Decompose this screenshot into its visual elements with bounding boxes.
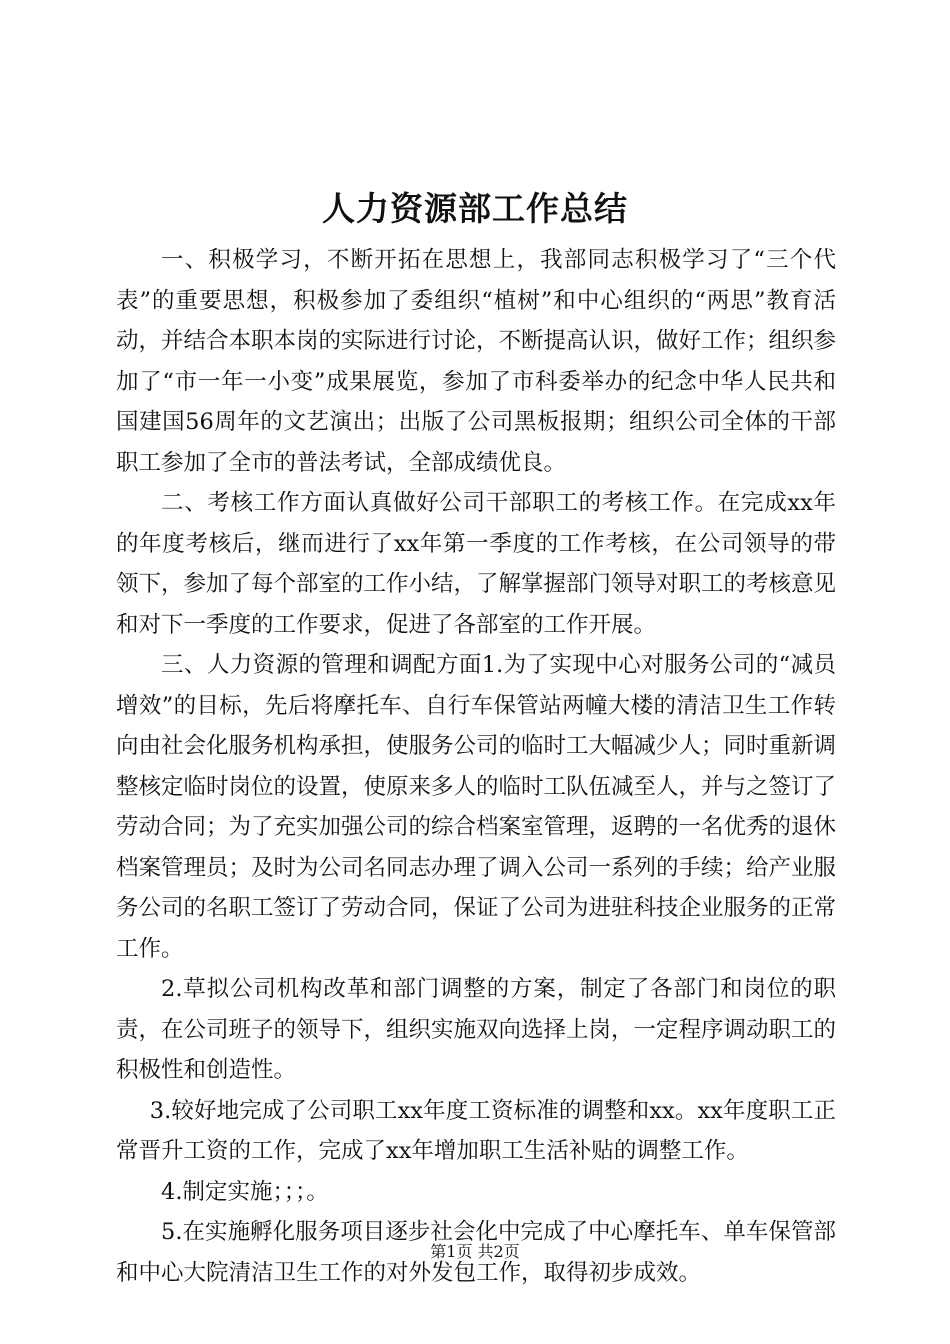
paragraph-6: 4.制定实施；；；。 <box>161 1178 329 1205</box>
page-number-footer: 第1页 共2页 <box>430 1242 520 1261</box>
paragraph-7: 5.在实施孵化服务项目逐步社会化中完成了中心摩托车、单车保管部和中心大院清洁卫生工作的对外发包工作，取得初步成效。 <box>116 1219 836 1286</box>
paragraph-2: 二、考核工作方面认真做好公司干部职工的考核工作。在完成xx年的年度考核后，继而进行了xx年第一季度的工作考核，在公司领导的带领下，参加了每个部室的工作小结，了解掌握部门领导对职工的考核意见和对下一季度的工作要求，促进了各部室的工作开展。 <box>116 490 837 638</box>
paragraph-5: 3.较好地完成了公司职工xx年度工资标准的调整和xx。xx年度职工正常晋升工资的工作，完成了xx年增加职工生活补贴的调整工作。 <box>116 1097 836 1164</box>
paragraph-4: 2.草拟公司机构改革和部门调整的方案，制定了各部门和岗位的职责，在公司班子的领导下，组织实施双向选择上岗，一定程序调动职工的积极性和创造性。 <box>116 976 837 1083</box>
document-body <box>116 240 836 1293</box>
document-title: 人力资源部工作总结 <box>322 189 628 228</box>
paragraph-3: 三、人力资源的管理和调配方面1.为了实现中心对服务公司的“减员增效”的目标，先后将摩托车、自行车保管站两幢大楼的清洁卫生工作转向由社会化服务机构承担，使服务公司的临时工大幅减少人；同时重新调整核定临时岗位的设置，使原来多人的临时工队伍减至人，并与之签订了劳动合同；为了充实加强公司的综合档案室管理，返聘的一名优秀的退休档案管理员；及时为公司名同志办理了调入公司一系列的手续；给产业服务公司的名职工签订了劳动合同，保证了公司为进驻科技企业服务的正常工作。 <box>116 652 837 962</box>
paragraph-1: 一、积极学习，不断开拓在思想上，我部同志积极学习了“三个代表”的重要思想，积极参加了委组织“植树”和中心组织的“两思”教育活动，并结合本职本岗的实际进行讨论，不断提高认识，做好工作；组织参加了“市一年一小变”成果展览，参加了市科委举办的纪念中华人民共和国建国56周年的文艺演出；出版了公司黑板报期；组织公司全体的干部职工参加了全市的普法考试，全部成绩优良。 <box>116 247 837 476</box>
